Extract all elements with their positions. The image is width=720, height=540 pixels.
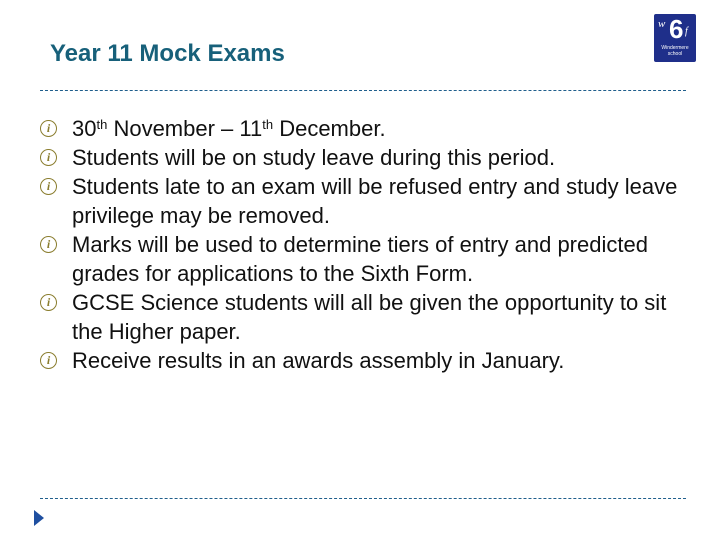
list-item: [40, 114, 700, 143]
play-arrow-icon[interactable]: [34, 510, 44, 526]
logo-letter-f: f: [685, 26, 688, 37]
slide-title: Year 11 Mock Exams: [50, 40, 285, 67]
info-icon: i: [40, 236, 57, 253]
info-icon: i: [40, 352, 57, 369]
info-icon: i: [40, 294, 57, 311]
info-icon: i: [40, 120, 57, 137]
list-item: [40, 346, 700, 375]
item-text: Students will be on study leave during this period.: [72, 145, 556, 170]
bullet-list: [40, 114, 700, 375]
date-mid: November – 11: [107, 116, 263, 141]
ordinal-suffix: th: [262, 117, 274, 132]
item-text: Marks will be used to determine tiers of entry and predicted grades for applications to the Sixth Form.: [72, 232, 648, 286]
ordinal-suffix: th: [96, 117, 108, 132]
top-divider: [40, 90, 686, 91]
list-item: [40, 143, 700, 172]
list-item: [40, 288, 700, 346]
item-text: GCSE Science students will all be given the opportunity to sit the Higher paper.: [72, 290, 667, 344]
logo-letter-w: w: [658, 18, 666, 30]
item-text: Receive results in an awards assembly in January.: [72, 348, 565, 373]
item-text: Students late to an exam will be refused entry and study leave privilege may be removed.: [72, 174, 678, 228]
info-icon: i: [40, 178, 57, 195]
info-icon: i: [40, 149, 57, 166]
bottom-divider: [40, 498, 686, 499]
list-item: [40, 230, 700, 288]
logo-caption: Windermere school: [661, 45, 689, 57]
date-start: 30: [72, 116, 97, 141]
list-item: [40, 172, 700, 230]
logo-six: 6: [669, 14, 684, 44]
date-end: December.: [273, 116, 386, 141]
school-logo: [654, 14, 696, 62]
